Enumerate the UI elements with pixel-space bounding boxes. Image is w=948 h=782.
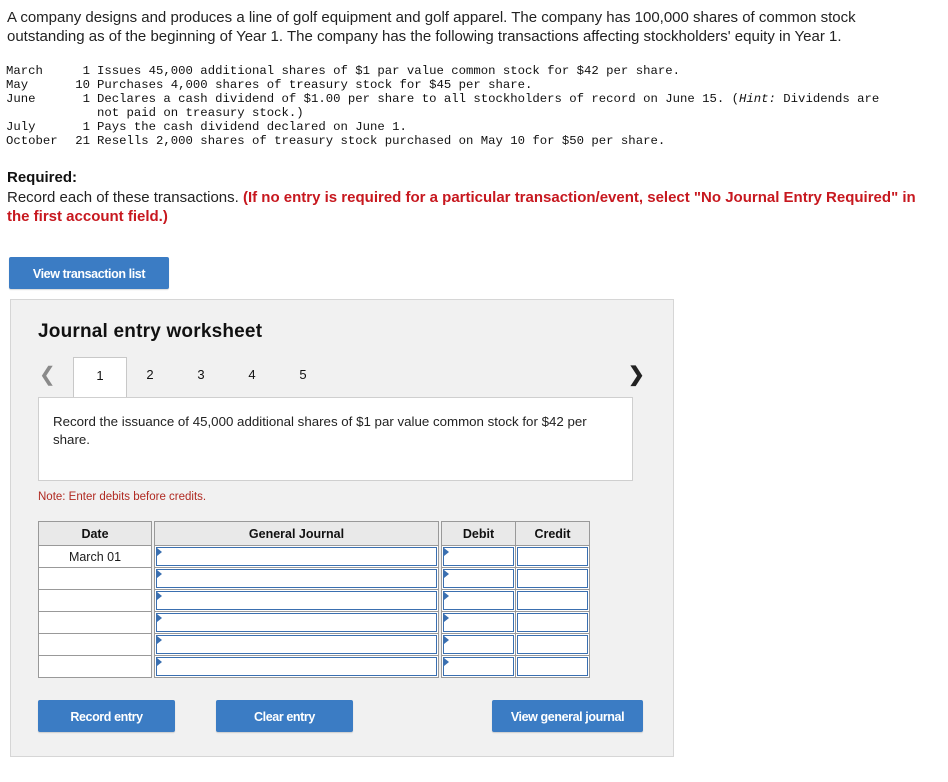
debit-field[interactable]	[442, 612, 516, 634]
account-field[interactable]	[155, 590, 439, 612]
worksheet-title: Journal entry worksheet	[38, 321, 263, 342]
credit-field[interactable]	[516, 656, 590, 678]
field-marker-icon	[444, 548, 449, 556]
dropdown-arrow-icon	[157, 570, 162, 578]
transaction-list	[6, 64, 879, 148]
account-field[interactable]	[155, 634, 439, 656]
table-row	[39, 568, 590, 590]
transaction-month: May	[6, 78, 29, 92]
account-field[interactable]	[155, 546, 439, 568]
journal-table	[38, 521, 590, 678]
table-row	[39, 546, 590, 568]
account-dropdown[interactable]	[156, 613, 437, 632]
field-marker-icon	[444, 636, 449, 644]
date-cell	[39, 634, 152, 656]
field-marker-icon	[444, 570, 449, 578]
dropdown-arrow-icon	[157, 658, 162, 666]
hint-label: Hint:	[739, 92, 776, 106]
view-transaction-list-button[interactable]: View transaction list	[9, 257, 169, 289]
transaction-text: Issues 45,000 additional shares of $1 par value common stock for $42 per share.	[97, 64, 680, 78]
debit-field[interactable]	[442, 546, 516, 568]
date-cell: March 01	[39, 546, 152, 568]
transaction-month: March	[6, 64, 43, 78]
column-header-general-journal: General Journal	[155, 522, 439, 546]
required-heading: Required:	[7, 169, 78, 186]
tab-1[interactable]: 1	[73, 357, 127, 397]
transaction-month: June	[6, 92, 36, 106]
debit-credit-note: Note: Enter debits before credits.	[38, 491, 207, 503]
transaction-row	[6, 78, 879, 92]
transaction-text-continuation: not paid on treasury stock.)	[97, 106, 304, 120]
account-dropdown[interactable]	[156, 591, 437, 610]
account-field[interactable]	[155, 568, 439, 590]
account-field[interactable]	[155, 612, 439, 634]
column-header-credit: Credit	[516, 522, 590, 546]
debit-field[interactable]	[442, 568, 516, 590]
dropdown-arrow-icon	[157, 548, 162, 556]
tab-3[interactable]: 3	[197, 367, 205, 382]
transaction-text-part: Declares a cash dividend of $1.00 per share to all stockholders of record on June 15. (	[97, 92, 740, 106]
journal-header-row	[39, 522, 590, 546]
dropdown-arrow-icon	[157, 636, 162, 644]
transaction-day: 1	[82, 64, 90, 78]
transaction-row	[6, 120, 879, 134]
journal-entry-worksheet	[10, 299, 674, 757]
table-row	[39, 612, 590, 634]
account-dropdown[interactable]	[156, 569, 437, 588]
credit-field[interactable]	[516, 612, 590, 634]
account-dropdown[interactable]	[156, 635, 437, 654]
table-row	[39, 656, 590, 678]
credit-field[interactable]	[516, 634, 590, 656]
record-entry-button[interactable]: Record entry	[38, 700, 175, 732]
transaction-row-continuation	[6, 106, 879, 120]
date-cell	[39, 656, 152, 678]
transaction-description-box	[38, 397, 633, 481]
transaction-row	[6, 64, 879, 78]
transaction-description: Record the issuance of 45,000 additional shares of $1 par value common stock for $42 per share.	[53, 414, 587, 447]
date-cell	[39, 612, 152, 634]
required-emphasis: (If no entry is required for a particular transaction/event, select "No Journal Entry Required" in the first account field.)	[7, 189, 916, 225]
account-dropdown[interactable]	[156, 547, 437, 566]
problem-intro: A company designs and produces a line of golf equipment and golf apparel. The company has 100,000 shares of common stock outstanding as of the beginning of Year 1. The company has the following transactions affecting stockholders' equity in Year 1.	[7, 9, 856, 45]
transaction-text: Resells 2,000 shares of treasury stock purchased on May 10 for $50 per share.	[97, 134, 666, 148]
debit-field[interactable]	[442, 590, 516, 612]
credit-field[interactable]	[516, 568, 590, 590]
transaction-row	[6, 134, 879, 148]
transaction-text	[97, 92, 879, 106]
date-cell	[39, 568, 152, 590]
transaction-month: July	[6, 120, 36, 134]
tab-4[interactable]: 4	[248, 367, 256, 382]
tab-5[interactable]: 5	[299, 367, 307, 382]
debit-field[interactable]	[442, 634, 516, 656]
view-general-journal-button[interactable]: View general journal	[492, 700, 643, 732]
required-instruction: Record each of these transactions.	[7, 189, 243, 206]
dropdown-arrow-icon	[157, 592, 162, 600]
column-header-date: Date	[39, 522, 152, 546]
credit-field[interactable]	[516, 590, 590, 612]
transaction-text: Pays the cash dividend declared on June 1.	[97, 120, 407, 134]
credit-field[interactable]	[516, 546, 590, 568]
column-header-debit: Debit	[442, 522, 516, 546]
chevron-right-icon[interactable]: ❯	[628, 364, 645, 386]
dropdown-arrow-icon	[157, 614, 162, 622]
account-dropdown[interactable]	[156, 657, 437, 676]
account-field[interactable]	[155, 656, 439, 678]
field-marker-icon	[444, 658, 449, 666]
chevron-left-icon[interactable]: ❮	[39, 364, 56, 386]
transaction-day: 21	[75, 134, 90, 148]
transaction-month: October	[6, 134, 58, 148]
transaction-text-part: Dividends are	[775, 92, 880, 106]
required-text	[7, 188, 937, 226]
transaction-text: Purchases 4,000 shares of treasury stock for $45 per share.	[97, 78, 533, 92]
field-marker-icon	[444, 614, 449, 622]
transaction-day: 1	[82, 92, 90, 106]
transaction-day: 10	[75, 78, 90, 92]
field-marker-icon	[444, 592, 449, 600]
transaction-row	[6, 92, 879, 106]
table-row	[39, 590, 590, 612]
transaction-day: 1	[82, 120, 90, 134]
date-cell	[39, 590, 152, 612]
clear-entry-button[interactable]: Clear entry	[216, 700, 353, 732]
tab-2[interactable]: 2	[146, 367, 154, 382]
debit-field[interactable]	[442, 656, 516, 678]
table-row	[39, 634, 590, 656]
